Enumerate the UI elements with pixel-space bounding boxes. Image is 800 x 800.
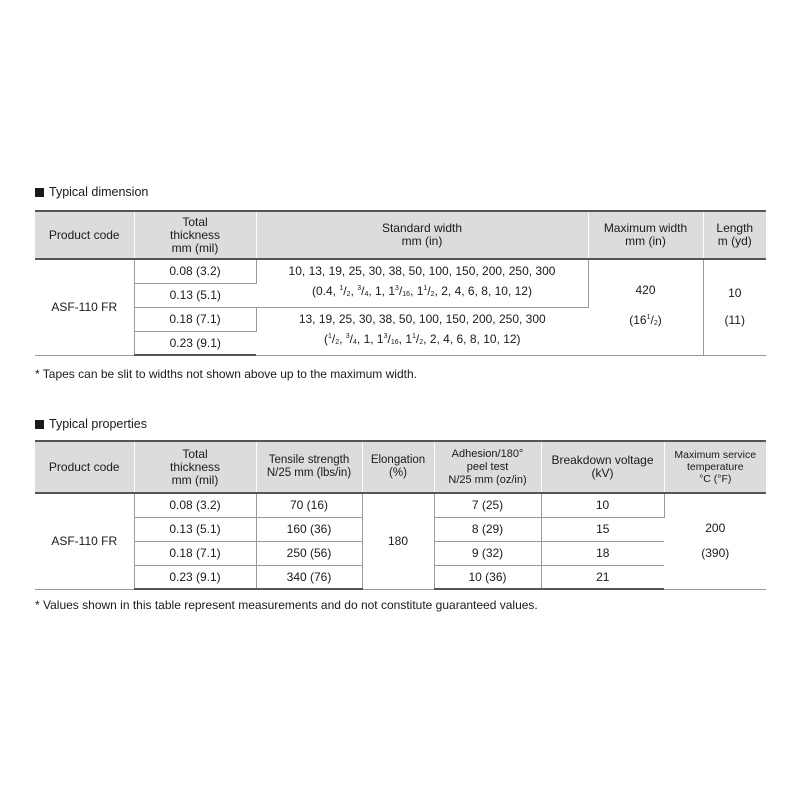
header-adhesion: Adhesion/180° peel test N/25 mm (oz/in) [434, 441, 541, 493]
breakdown-cell: 15 [541, 517, 664, 541]
tensile-cell: 340 (76) [256, 565, 362, 589]
standard-width-cell-b: 13, 19, 25, 30, 38, 50, 100, 150, 200, 250, 300 ($^1$/2, $^3$/4, 1, $1^3/16$, $1^1/2$, 2, 4, 6, 8, 10, 12) [256, 307, 588, 355]
square-bullet-icon [35, 188, 44, 197]
breakdown-cell: 10 [541, 493, 664, 517]
thickness-cell: 0.13 (5.1) [134, 517, 256, 541]
dimension-header-row [35, 211, 766, 259]
length-cell: 10 (11) [703, 259, 766, 355]
adhesion-cell: 7 (25) [434, 493, 541, 517]
tensile-cell: 160 (36) [256, 517, 362, 541]
dimension-note: * Tapes can be slit to widths not shown above up to the maximum width. [35, 367, 417, 381]
table-row [35, 259, 766, 283]
table-row [35, 493, 766, 517]
header-elongation: Elongation (%) [362, 441, 434, 493]
thickness-cell: 0.18 (7.1) [134, 541, 256, 565]
thickness-cell: 0.08 (3.2) [134, 493, 256, 517]
header-thickness: Total thickness mm (mil) [134, 441, 256, 493]
header-maximum-width: Maximum width mm (in) [588, 211, 703, 259]
breakdown-cell: 21 [541, 565, 664, 589]
standard-width-cell-a: 10, 13, 19, 25, 30, 38, 50, 100, 150, 200, 250, 300 (0.4, $^1$/2, $^3$/4, 1, $1^3/16$, $1^1/2$, 2, 4, 6, 8, 10, 12) [256, 259, 588, 307]
header-product-code: Product code [35, 441, 134, 493]
adhesion-cell: 8 (29) [434, 517, 541, 541]
tensile-cell: 250 (56) [256, 541, 362, 565]
adhesion-cell: 9 (32) [434, 541, 541, 565]
properties-table [35, 440, 766, 590]
header-max-service-temp: Maximum service temperature °C (°F) [664, 441, 766, 493]
elongation-cell: 180 [362, 493, 434, 589]
thickness-cell: 0.23 (9.1) [134, 331, 256, 355]
thickness-cell: 0.08 (3.2) [134, 259, 256, 283]
max-temp-cell: 200 (390) [664, 493, 766, 589]
tensile-cell: 70 (16) [256, 493, 362, 517]
product-code-cell: ASF-110 FR [35, 259, 134, 355]
product-code-cell: ASF-110 FR [35, 493, 134, 589]
header-breakdown-voltage: Breakdown voltage (kV) [541, 441, 664, 493]
dimension-title-text: Typical dimension [49, 185, 149, 199]
thickness-cell: 0.23 (9.1) [134, 565, 256, 589]
header-thickness: Total thickness mm (mil) [134, 211, 256, 259]
thickness-cell: 0.18 (7.1) [134, 307, 256, 331]
properties-title-text: Typical properties [49, 417, 147, 431]
dimension-section-title [35, 185, 148, 199]
properties-note: * Values shown in this table represent measurements and do not constitute guaranteed values. [35, 598, 538, 612]
header-product-code: Product code [35, 211, 134, 259]
dimension-table [35, 210, 766, 356]
maximum-width-cell: 420 $(16^1/2)$ [588, 259, 703, 355]
header-standard-width: Standard width mm (in) [256, 211, 588, 259]
header-length: Length m (yd) [703, 211, 766, 259]
properties-section-title [35, 417, 147, 431]
thickness-cell: 0.13 (5.1) [134, 283, 256, 307]
header-tensile-strength: Tensile strength N/25 mm (lbs/in) [256, 441, 362, 493]
square-bullet-icon [35, 420, 44, 429]
adhesion-cell: 10 (36) [434, 565, 541, 589]
properties-header-row [35, 441, 766, 493]
breakdown-cell: 18 [541, 541, 664, 565]
